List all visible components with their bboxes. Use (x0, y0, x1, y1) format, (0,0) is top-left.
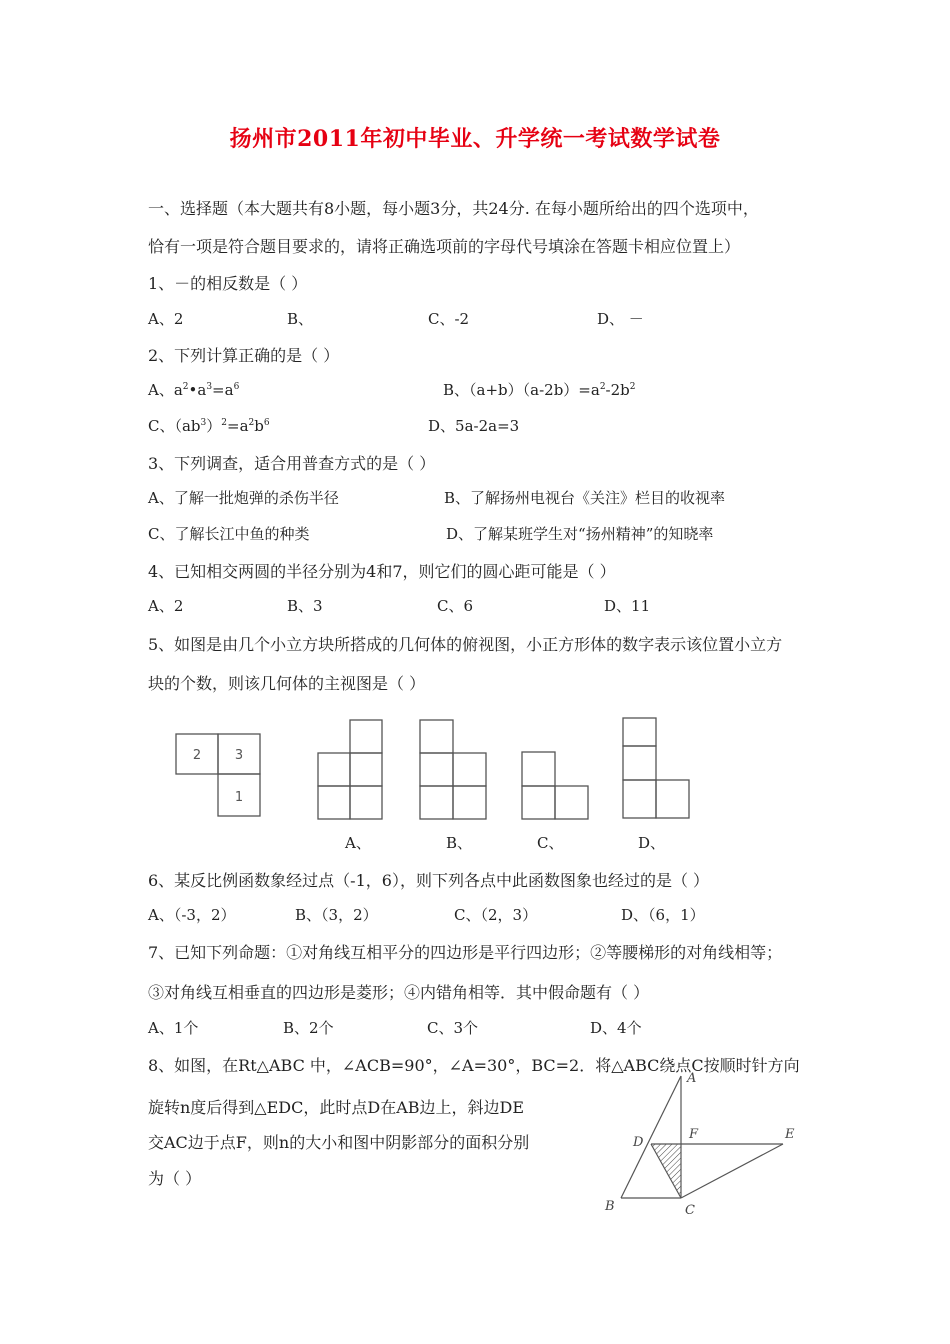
q4-option-b: B、3 (287, 597, 323, 615)
option-a-view (318, 720, 382, 819)
q1-option-c: C、-2 (428, 310, 470, 328)
q6-stem: 6、某反比例函数象经过点（-1，6），则下列各点中此函数图象也经过的是（ ） (148, 871, 710, 890)
q7-option-c: C、3个 (427, 1019, 479, 1037)
q4-option-d: D、11 (604, 597, 651, 615)
q6-option-c: C、（2，3） (454, 906, 538, 924)
q5-option-d-label: D、 (638, 834, 666, 852)
top-view-number-3: 1 (234, 790, 244, 805)
option-d-view (623, 718, 689, 818)
q5-option-c-label: C、 (537, 834, 564, 852)
q7-option-a: A、1个 (148, 1019, 199, 1037)
q7-option-b: B、2个 (283, 1019, 334, 1037)
q7-option-d: D、4个 (590, 1019, 642, 1037)
q3-option-b: B、了解扬州电视台《关注》栏目的收视率 (444, 489, 726, 507)
top-view-number-2: 3 (234, 748, 244, 763)
q5-figures (170, 712, 710, 826)
q4-stem: 4、已知相交两圆的半径分别为4和7，则它们的圆心距可能是（ ） (148, 562, 616, 581)
q4-option-c: C、6 (437, 597, 474, 615)
q4-option-a: A、2 (148, 597, 184, 615)
q5-stem-line1: 5、如图是由几个小立方块所搭成的几何体的俯视图，小正方形体的数字表示该位置小立方 (148, 635, 783, 654)
q8-stem-line1: 8、如图，在Rt△ABC 中，∠ACB=90°，∠A=30°，BC=2．将△ABC绕点C按顺时针方向 (148, 1056, 800, 1075)
side-ec (681, 1144, 783, 1198)
option-c-view (522, 752, 588, 819)
q7-stem-line1: 7、已知下列命题：①对角线互相平分的四边形是平行四边形；②等腰梯形的对角线相等； (148, 943, 783, 962)
label-e: E (785, 1127, 795, 1142)
q3-option-c: C、了解长江中鱼的种类 (148, 525, 310, 543)
option-b-view (420, 720, 486, 819)
q8-stem-line4: 为（ ） (148, 1169, 202, 1188)
q1-option-b: B、 (287, 310, 314, 328)
label-d: D (633, 1135, 644, 1150)
q6-option-d: D、（6，1） (621, 906, 705, 924)
q2-option-b: B、$(a+b)(a-2b)=a^2-2b^2$ (443, 381, 636, 399)
q8-stem-line3: 交AC边于点F，则n的大小和图中阴影部分的面积分别 (148, 1133, 530, 1152)
q1-option-d: D、 － (597, 310, 644, 328)
q2-option-d: D、5a-2a=3 (428, 417, 520, 435)
top-view-grid (176, 734, 260, 816)
q3-option-d: D、了解某班学生对“扬州精神”的知晓率 (446, 525, 714, 543)
label-b: B (605, 1199, 615, 1214)
q5-option-b-label: B、 (446, 834, 473, 852)
q6-option-b: B、（3，2） (295, 906, 378, 924)
q3-option-a: A、了解一批炮弹的杀伤半径 (148, 489, 339, 507)
q2-stem: 2、下列计算正确的是（ ） (148, 346, 340, 365)
q2-option-a: A、$a^2•a^3=a^6$ (148, 381, 240, 399)
q6-option-a: A、（-3，2） (148, 906, 236, 924)
q2-option-c: C、$(ab^3)^2=a^2b^6$ (148, 417, 270, 435)
q1-stem: 1、－的相反数是（ ） (148, 274, 308, 293)
q5-option-a-label: A、 (345, 834, 371, 852)
q5-stem-line2: 块的个数，则该几何体的主视图是（ ） (148, 674, 426, 693)
section-heading-line2: 恰有一项是符合题目要求的，请将正确选项前的字母代号填涂在答题卡相应位置上） (148, 237, 741, 256)
label-a: A (687, 1071, 697, 1086)
q1-option-a: A、2 (148, 310, 184, 328)
q8-stem-line2: 旋转n度后得到△EDC，此时点D在AB边上，斜边DE (148, 1098, 525, 1117)
top-view-number-1: 2 (192, 748, 202, 763)
section-heading-line1: 一、选择题（本大题共有8小题，每小题3分，共24分. 在每小题所给出的四个选项中， (148, 199, 759, 218)
page-title: 扬州市2011年初中毕业、升学统一考试数学试卷 (229, 126, 721, 152)
q8-triangle-figure (595, 1068, 805, 1218)
q7-stem-line2: ③对角线互相垂直的四边形是菱形；④内错角相等．其中假命题有（ ） (148, 983, 650, 1002)
label-f: F (689, 1127, 699, 1142)
label-c: C (685, 1203, 695, 1218)
q3-stem: 3、下列调查，适合用普查方式的是（ ） (148, 454, 436, 473)
